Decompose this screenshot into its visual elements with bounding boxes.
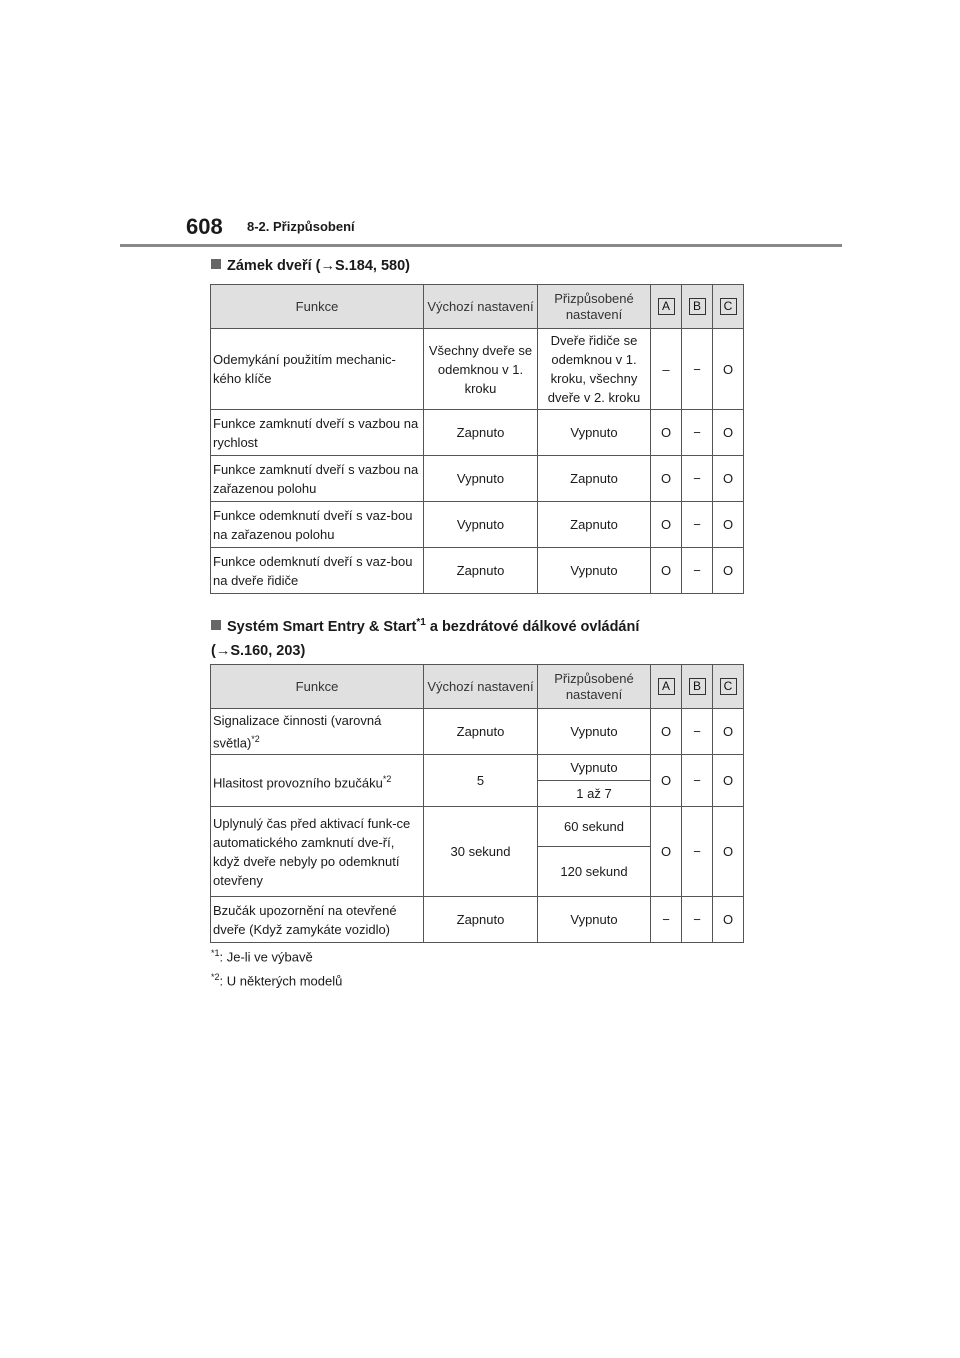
cell-c: O [713,897,744,943]
col-c-box: C [720,678,737,695]
heading-smart-entry-ref: S.160, 203) [230,642,306,659]
col-custom: Přizpůsobené nastavení [538,285,651,329]
bullet-square-icon [211,620,221,630]
cell-function: Funkce zamknutí dveří s vazbou na rychlost [211,410,424,456]
cell-b: − [682,807,713,897]
col-a-box: A [658,678,675,695]
table-row [211,410,744,456]
cell-function: Bzučák upozornění na otevřené dveře (Když zamykáte vozidlo) [211,897,424,943]
cell-b: − [682,709,713,755]
cell-custom: Vypnuto [538,548,651,594]
cell-custom: Vypnuto [538,755,651,781]
heading-smart-entry-open: ( [211,642,216,659]
cell-b: − [682,755,713,807]
arrow-icon: → [215,642,231,659]
table-row [211,456,744,502]
table-header-row [211,285,744,329]
col-b-box: B [689,678,706,695]
footnote-mark: *2 [211,972,220,982]
heading-door-lock [211,255,410,277]
cell-a: O [651,456,682,502]
cell-b: − [682,329,713,410]
heading-smart-entry-rest: a bezdrátové dálkové ovládání [425,618,640,635]
door-lock-table [210,284,744,594]
cell-a: O [651,807,682,897]
footnote-text: : Je-li ve výbavě [219,949,313,965]
col-a [651,665,682,709]
cell-default: 30 sekund [424,807,538,897]
cell-default: Vypnuto [424,456,538,502]
cell-default: 5 [424,755,538,807]
cell-function: Odemykání použitím mechanic-kého klíče [211,329,424,410]
heading-smart-entry-line2 [211,640,305,662]
footnote-text: : U některých modelů [219,973,343,989]
cell-a: O [651,755,682,807]
table-row [211,897,744,943]
col-a-box: A [658,298,675,315]
cell-custom: Vypnuto [538,897,651,943]
cell-function: Funkce zamknutí dveří s vazbou na zařazenou polohu [211,456,424,502]
cell-default: Všechny dveře se odemknou v 1. kroku [424,329,538,410]
cell-b: − [682,897,713,943]
table-row [211,502,744,548]
footnote-mark: *2 [382,773,392,784]
cell-c: O [713,807,744,897]
cell-b: − [682,410,713,456]
col-function: Funkce [211,285,424,329]
cell-c: O [713,709,744,755]
cell-function: Uplynulý čas před aktivací funk-ce automatického zamknutí dve-ří, když dveře nebyly po odemknutí otevřeny [211,807,424,897]
bullet-square-icon [211,259,221,269]
heading-door-lock-title: Zámek dveří ( [227,258,321,274]
cell-b: − [682,456,713,502]
cell-default: Zapnuto [424,410,538,456]
col-b [682,665,713,709]
cell-function-text: Signalizace činnosti (varovná světla) [213,713,382,751]
cell-b: − [682,502,713,548]
col-default: Výchozí nastavení [424,665,538,709]
col-b-box: B [689,298,706,315]
cell-a: O [651,548,682,594]
cell-c: O [713,548,744,594]
footnote-mark: *2 [251,734,260,744]
col-custom: Přizpůsobené nastavení [538,665,651,709]
col-c-box: C [720,298,737,315]
cell-default: Zapnuto [424,897,538,943]
col-function: Funkce [211,665,424,709]
cell-custom: Zapnuto [538,502,651,548]
cell-c: O [713,755,744,807]
table-row [211,755,744,781]
cell-custom: 1 až 7 [538,781,651,807]
heading-door-lock-ref: S.184, 580) [335,258,410,274]
cell-function: Funkce odemknutí dveří s vaz-bou na dveře řidiče [211,548,424,594]
cell-c: O [713,410,744,456]
cell-custom: 120 sekund [538,847,651,897]
heading-smart-entry-sup: *1 [416,617,426,628]
cell-a: − [651,897,682,943]
cell-custom: Vypnuto [538,709,651,755]
page-number: 608 [186,214,223,239]
col-a [651,285,682,329]
table-row [211,329,744,410]
cell-a: O [651,502,682,548]
footnote-2 [211,972,342,988]
cell-a: O [651,709,682,755]
cell-c: O [713,502,744,548]
heading-smart-entry-title: Systém Smart Entry & Start [227,618,417,635]
col-c [713,665,744,709]
cell-custom: Vypnuto [538,410,651,456]
cell-default: Zapnuto [424,548,538,594]
cell-c: O [713,456,744,502]
table-row [211,807,744,847]
col-default: Výchozí nastavení [424,285,538,329]
col-b [682,285,713,329]
heading-smart-entry [211,612,639,662]
cell-custom: Zapnuto [538,456,651,502]
table-header-row [211,665,744,709]
cell-c: O [713,329,744,410]
cell-function-text: Hlasitost provozního bzučáku [213,774,383,790]
footnote-1 [211,948,313,964]
footnote-mark: *1 [211,948,220,958]
section-title: 8-2. Přizpůsobení [247,219,355,234]
col-c [713,285,744,329]
cell-b: − [682,548,713,594]
cell-default: Vypnuto [424,502,538,548]
cell-a: O [651,410,682,456]
table-row [211,548,744,594]
cell-custom: 60 sekund [538,807,651,847]
cell-a: – [651,329,682,410]
cell-function: Funkce odemknutí dveří s vaz-bou na zařazenou polohu [211,502,424,548]
smart-entry-table [210,664,744,943]
cell-function [211,755,424,807]
cell-custom: Dveře řidiče se odemknou v 1. kroku, všechny dveře v 2. kroku [538,329,651,410]
cell-default: Zapnuto [424,709,538,755]
header-rule [120,244,842,247]
table-row [211,709,744,755]
cell-function [211,709,424,755]
arrow-icon: → [320,258,335,274]
